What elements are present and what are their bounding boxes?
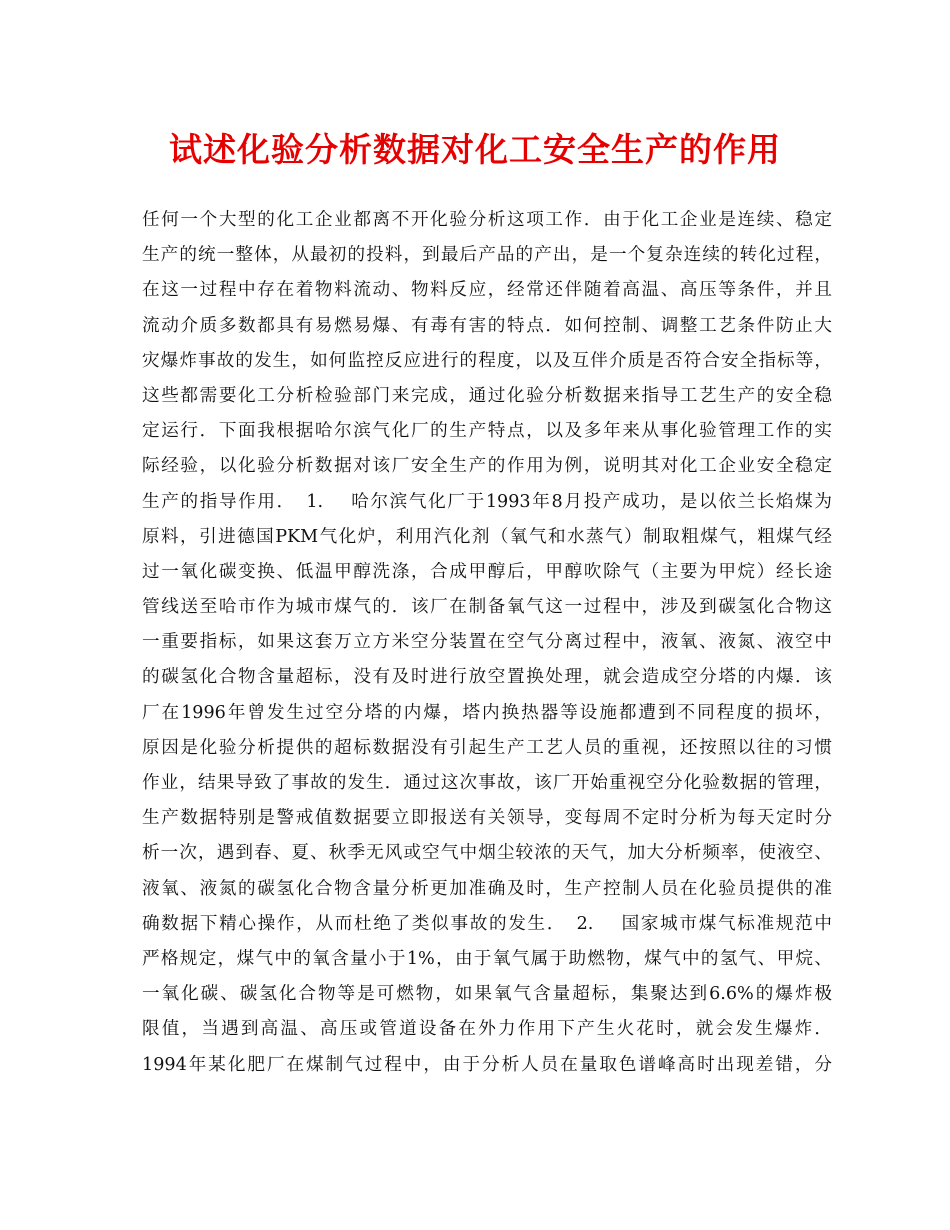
body-line: 这些都需要化工分析检验部门来完成，通过化验分析数据来指导工艺生产的安全稳 <box>142 385 832 406</box>
body-line: 生产的指导作用． 1. 哈尔滨气化厂于1993年8月投产成功，是以依兰长焰煤为 <box>142 491 832 512</box>
body-line: 厂在1996年曾发生过空分塔的内爆，塔内换热器等设施都遭到不同程度的损坏， <box>142 702 832 723</box>
body-line: 限值，当遇到高温、高压或管道设备在外力作用下产生火花时，就会发生爆炸． <box>142 1019 832 1040</box>
body-line: 作业，结果导致了事故的发生．通过这次事故，该厂开始重视空分化验数据的管理， <box>142 773 832 793</box>
body-line: 生产数据特别是警戒值数据要立即报送有关领导，变每周不定时分析为每天定时分 <box>142 808 832 829</box>
body-line: 析一次，遇到春、夏、秋季无风或空气中烟尘较浓的天气，加大分析频率，使液空、 <box>142 843 832 864</box>
body-line: 流动介质多数都具有易燃易爆、有毒有害的特点．如何控制、调整工艺条件防止大 <box>142 315 832 336</box>
body-line: 任何一个大型的化工企业都离不开化验分析这项工作．由于化工企业是连续、稳定 <box>142 210 832 230</box>
body-line: 生产的统一整体，从最初的投料，到最后产品的产出，是一个复杂连续的转化过程， <box>142 245 832 266</box>
body-line: 原因是化验分析提供的超标数据没有引起生产工艺人员的重视，还按照以往的习惯 <box>142 737 832 758</box>
body-line: 的碳氢化合物含量超标，没有及时进行放空置换处理，就会造成空分塔的内爆．该 <box>142 667 832 688</box>
body-line: 过一氧化碳变换、低温甲醇洗涤，合成甲醇后，甲醇吹除气（主要为甲烷）经长途 <box>142 561 832 582</box>
body-line: 在这一过程中存在着物料流动、物料反应，经常还伴随着高温、高压等条件，并且 <box>142 280 832 301</box>
document-title: 试述化验分析数据对化工安全生产的作用 <box>169 130 781 169</box>
body-line: 管线送至哈市作为城市煤气的．该厂在制备氧气这一过程中，涉及到碳氢化合物这 <box>142 597 832 618</box>
body-line: 原料，引进德国PKM气化炉，利用汽化剂（氧气和水蒸气）制取粗煤气，粗煤气经 <box>142 526 832 547</box>
body-line: 液氧、液氮的碳氢化合物含量分析更加准确及时，生产控制人员在化验员提供的准 <box>142 878 832 899</box>
body-line: 定运行．下面我根据哈尔滨气化厂的生产特点，以及多年来从事化验管理工作的实 <box>142 421 832 442</box>
body-line: 严格规定，煤气中的氧含量小于1%，由于氧气属于助燃物，煤气中的氢气、甲烷、 <box>142 948 832 969</box>
body-line: 灾爆炸事故的发生，如何监控反应进行的程度，以及互伴介质是否符合安全指标等， <box>142 350 832 371</box>
body-line: 际经验，以化验分析数据对该厂安全生产的作用为例，说明其对化工企业安全稳定 <box>142 456 832 477</box>
document-body <box>142 203 832 1083</box>
body-line: 1994年某化肥厂在煤制气过程中，由于分析人员在量取色谱峰高时出现差错，分 <box>142 1054 832 1075</box>
body-line: 一氧化碳、碳氢化合物等是可燃物，如果氧气含量超标，集聚达到6.6%的爆炸极 <box>142 984 832 1005</box>
body-line: 确数据下精心操作，从而杜绝了类似事故的发生． 2. 国家城市煤气标准规范中 <box>142 913 832 934</box>
body-line: 一重要指标，如果这套万立方米空分装置在空气分离过程中，液氧、液氮、液空中 <box>142 632 832 653</box>
